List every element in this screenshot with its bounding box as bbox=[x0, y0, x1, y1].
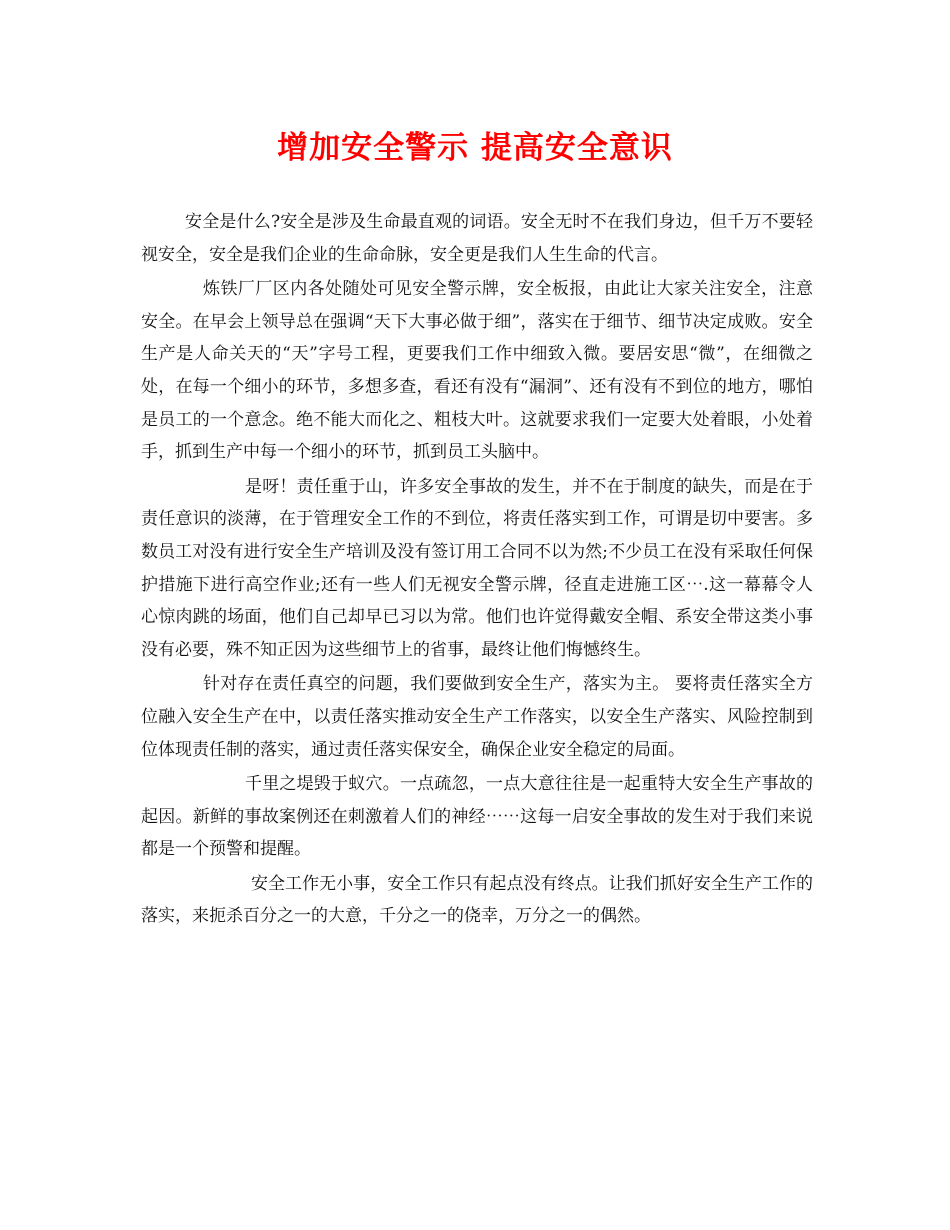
paragraph-6: 安全工作无小事，安全工作只有起点没有终点。让我们抓好安全生产工作的落实，来扼杀百分之一的大意，千分之一的侥幸，万分之一的偶然。 bbox=[141, 873, 813, 927]
paragraph-5: 千里之堤毁于蚁穴。一点疏忽，一点大意往往是一起重特大安全生产事故的起因。新鲜的事故案例还在刺激着人们的神经⋯⋯这每一启安全事故的发生对于我们来说都是一个预警和提醒。 bbox=[141, 774, 813, 860]
document-body bbox=[141, 206, 813, 935]
paragraph-2: 炼铁厂厂区内各处随处可见安全警示牌，安全板报，由此让大家关注安全，注意安全。在早会上领导总在强调“天下大事必做于细”，落实在于细节、细节决定成败。安全生产是人命关天的“天”字号工程，更要我们工作中细致入微。要居安思“微”，在细微之处，在每一个细小的环节，多想多查，看还有没有“漏洞”、还有没有不到位的地方，哪怕是员工的一个意念。绝不能大而化之、粗枝大叶。这就要求我们一定要大处着眼，小处着手，抓到生产中每一个细小的环节，抓到员工头脑中。 bbox=[141, 279, 813, 463]
paragraph-3: 是呀！责任重于山，许多安全事故的发生，并不在于制度的缺失，而是在于责任意识的淡薄，在于管理安全工作的不到位，将责任落实到工作，可谓是切中要害。多数员工对没有进行安全生产培训及没有签订用工合同不以为然;不少员工在没有采取任何保护措施下进行高空作业;还有一些人们无视安全警示牌，径直走进施工区⋯.这一幕幕令人心惊肉跳的场面，他们自己却早已习以为常。他们也许觉得戴安全帽、系安全带这类小事没有必要，殊不知正因为这些细节上的省事，最终让他们悔憾终生。 bbox=[141, 476, 813, 660]
paragraph-1: 安全是什么?安全是涉及生命最直观的词语。安全无时不在我们身边，但千万不要轻视安全，安全是我们企业的生命命脉，安全更是我们人生生命的代言。 bbox=[141, 212, 813, 265]
document-title: 增加安全警示 提高安全意识 bbox=[277, 130, 673, 166]
paragraph-4: 针对存在责任真空的问题，我们要做到安全生产，落实为主。 要将责任落实全方位融入安全生产在中，以责任落实推动安全生产工作落实，以安全生产落实、风险控制到位体现责任制的落实，通过责任落实保安全，确保企业安全稳定的局面。 bbox=[141, 674, 813, 760]
